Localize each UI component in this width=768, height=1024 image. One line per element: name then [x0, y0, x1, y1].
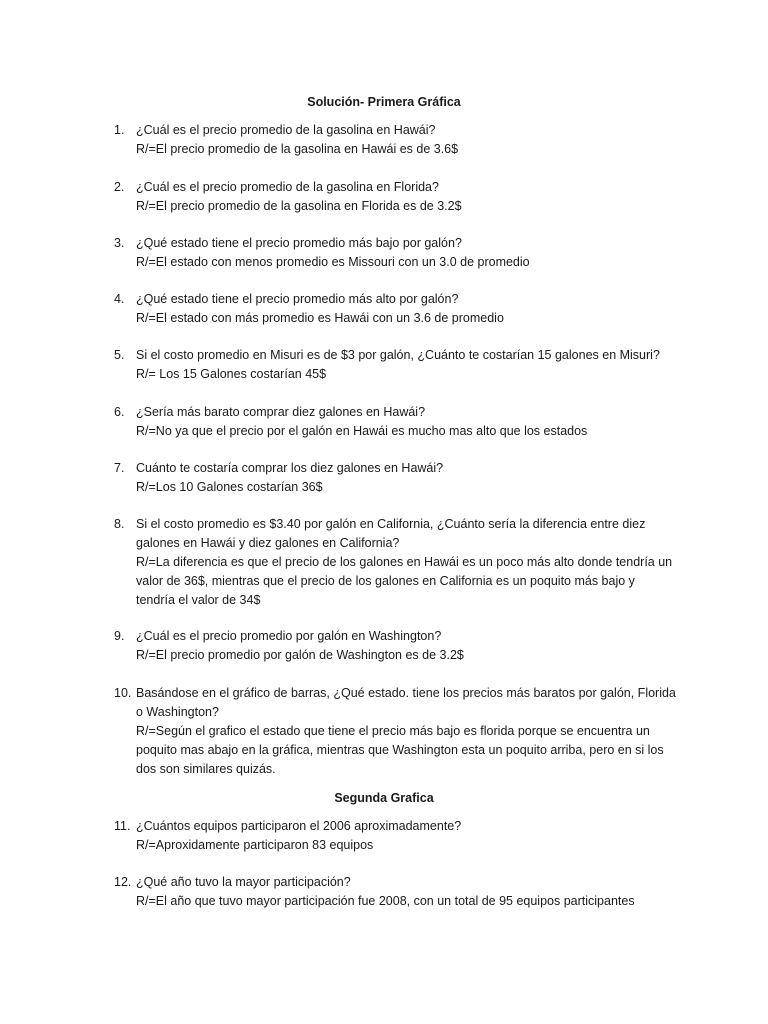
question-item-2: [114, 178, 674, 216]
question-text: Si el costo promedio es $3.40 por galón en California, ¿Cuánto sería la diferencia entre diez: [136, 517, 646, 531]
question-item-5: [114, 346, 674, 384]
question-text: o Washington?: [136, 705, 219, 719]
item-number: 7.: [114, 461, 125, 475]
question-item-4: [114, 290, 674, 328]
answer-text: R/=El precio promedio por galón de Washington es de 3.2$: [136, 648, 464, 662]
question-item-7: [114, 459, 674, 497]
question-item-9: [114, 627, 674, 665]
question-text: ¿Cuál es el precio promedio por galón en Washington?: [136, 629, 442, 643]
answer-text: R/=Los 10 Galones costarían 36$: [136, 480, 323, 494]
question-text: ¿Cuál es el precio promedio de la gasolina en Florida?: [136, 180, 439, 194]
item-number: 8.: [114, 517, 125, 531]
answer-text: dos son similares quizás.: [136, 762, 276, 776]
answer-text: R/=No ya que el precio por el galón en Hawái es mucho mas alto que los estados: [136, 424, 588, 438]
item-number: 5.: [114, 348, 125, 362]
answer-text: R/=Aproxidamente participaron 83 equipos: [136, 838, 374, 852]
answer-text: tendría el valor de 34$: [136, 593, 261, 607]
answer-text: R/=El año que tuvo mayor participación fue 2008, con un total de 95 equipos participantes: [136, 894, 635, 908]
answer-text: valor de 36$, mientras que el precio de los galones en California es un poquito más bajo y: [136, 574, 635, 588]
question-text: Basándose en el gráfico de barras, ¿Qué estado. tiene los precios más baratos por galón, Florida: [136, 686, 676, 700]
answer-text: R/=El estado con menos promedio es Missouri con un 3.0 de promedio: [136, 255, 530, 269]
answer-text: R/=El precio promedio de la gasolina en Florida es de 3.2$: [136, 199, 462, 213]
answer-text: R/=Según el grafico el estado que tiene el precio más bajo es florida porque se encuentra un: [136, 724, 650, 738]
question-text: ¿Cuántos equipos participaron el 2006 aproximadamente?: [136, 819, 462, 833]
item-number: 6.: [114, 405, 125, 419]
question-text: galones en Hawái y diez galones en California?: [136, 536, 400, 550]
answer-text: R/=El precio promedio de la gasolina en Hawái es de 3.6$: [136, 142, 459, 156]
answer-text: R/=La diferencia es que el precio de los galones en Hawái es un poco más alto donde tendría un: [136, 555, 673, 569]
item-number: 9.: [114, 629, 125, 643]
item-number: 12.: [114, 875, 132, 889]
question-item-8: [114, 515, 674, 610]
question-text: ¿Cuál es el precio promedio de la gasolina en Hawái?: [136, 123, 436, 137]
question-item-6: [114, 403, 674, 441]
question-item-1: [114, 121, 674, 159]
item-number: 2.: [114, 180, 125, 194]
question-text: ¿Qué estado tiene el precio promedio más alto por galón?: [136, 292, 459, 306]
item-number: 10.: [114, 686, 132, 700]
question-item-10: [114, 684, 674, 779]
answer-text: poquito mas abajo en la gráfica, mientras que Washington esta un poquito arriba, pero en si los: [136, 743, 664, 757]
item-number: 3.: [114, 236, 125, 250]
answer-text: R/= Los 15 Galones costarían 45$: [136, 367, 327, 381]
item-number: 11.: [114, 819, 131, 833]
heading-primera-grafica: Solución- Primera Gráfica: [307, 95, 461, 109]
question-text: ¿Qué año tuvo la mayor participación?: [136, 875, 351, 889]
item-number: 4.: [114, 292, 125, 306]
question-item-3: [114, 234, 674, 272]
question-item-12: [114, 873, 674, 911]
heading-segunda-grafica: Segunda Grafica: [334, 791, 434, 805]
item-number: 1.: [114, 123, 125, 137]
answer-text: R/=El estado con más promedio es Hawái con un 3.6 de promedio: [136, 311, 504, 325]
question-text: ¿Qué estado tiene el precio promedio más bajo por galón?: [136, 236, 462, 250]
question-text: Si el costo promedio en Misuri es de $3 por galón, ¿Cuánto te costarían 15 galones en Misuri?: [136, 348, 660, 362]
question-item-11: [114, 817, 674, 855]
question-text: Cuánto te costaría comprar los diez galones en Hawái?: [136, 461, 444, 475]
question-text: ¿Sería más barato comprar diez galones en Hawái?: [136, 405, 426, 419]
